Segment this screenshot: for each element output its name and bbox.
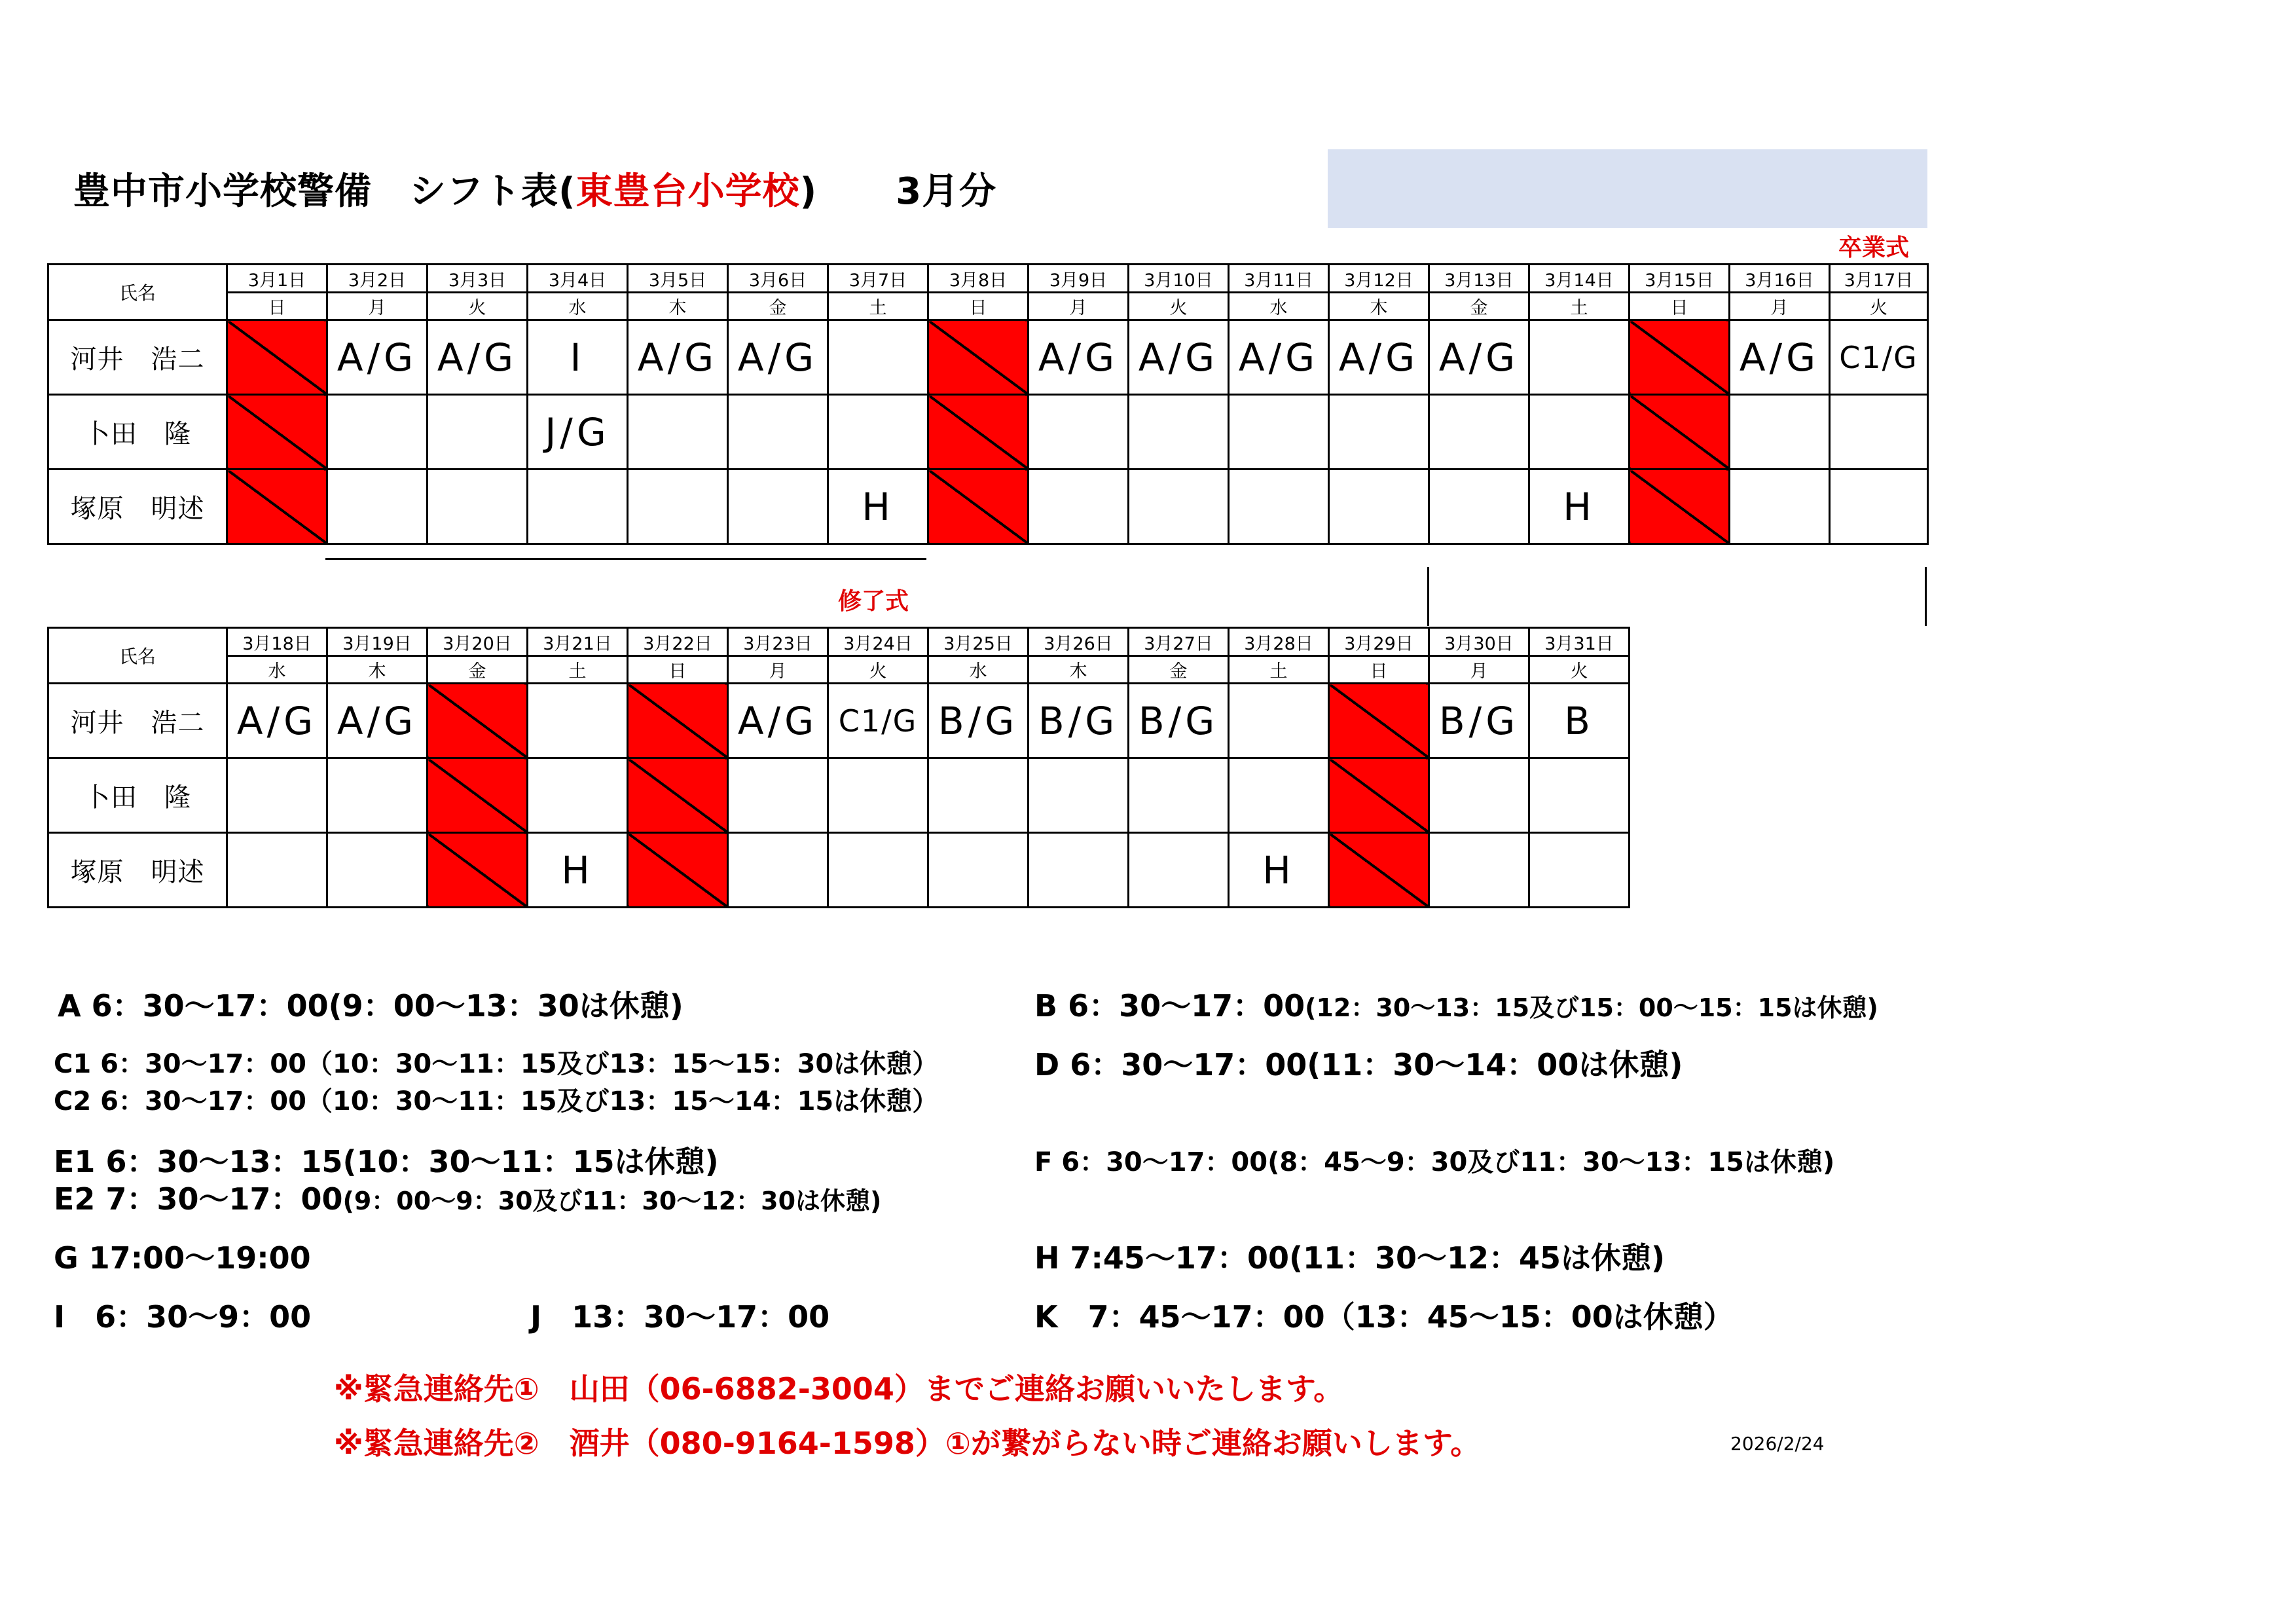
shift-cell bbox=[1129, 758, 1229, 833]
shift-cell bbox=[1229, 684, 1329, 758]
date-header: 3月19日 bbox=[327, 628, 428, 656]
staff-row bbox=[48, 395, 1928, 470]
shift-cell bbox=[1429, 395, 1529, 470]
date-header: 3月28日 bbox=[1229, 628, 1329, 656]
legend-b bbox=[1034, 982, 1878, 1025]
shift-cell bbox=[327, 395, 428, 470]
shift-cell bbox=[928, 833, 1029, 908]
title-close: ) bbox=[799, 170, 818, 213]
legend-h: H 7:45～17：00(11：30～12：45は休憩) bbox=[1034, 1240, 1666, 1276]
date-header: 3月14日 bbox=[1529, 265, 1630, 293]
shift-cell: C1/G bbox=[828, 684, 928, 758]
date-header: 3月2日 bbox=[327, 265, 428, 293]
date-header: 3月30日 bbox=[1429, 628, 1529, 656]
shift-cell: A/G bbox=[1029, 320, 1129, 395]
staff-name: 卜田 隆 bbox=[48, 395, 227, 470]
day-off-cell bbox=[227, 470, 327, 544]
date-header: 3月23日 bbox=[728, 628, 828, 656]
name-header: 氏名 bbox=[48, 628, 227, 684]
staff-name: 卜田 隆 bbox=[48, 758, 227, 833]
legend-d: D 6：30～17：00(11：30～14：00は休憩) bbox=[1034, 1047, 1683, 1082]
weekday-header: 水 bbox=[227, 656, 327, 684]
shift-cell bbox=[327, 470, 428, 544]
shift-cell: J/G bbox=[528, 395, 628, 470]
shift-cell bbox=[1229, 758, 1329, 833]
shift-cell bbox=[1029, 395, 1129, 470]
date-header: 3月11日 bbox=[1229, 265, 1329, 293]
weekday-header: 日 bbox=[1630, 293, 1730, 320]
legend-j: J 13：30～17：00 bbox=[530, 1299, 830, 1335]
day-off-cell bbox=[1630, 320, 1730, 395]
shift-cell: A/G bbox=[1730, 320, 1830, 395]
shift-cell bbox=[628, 470, 728, 544]
divider-line bbox=[325, 558, 926, 560]
staff-row bbox=[48, 470, 1928, 544]
weekday-header: 水 bbox=[528, 293, 628, 320]
shift-cell bbox=[1229, 470, 1329, 544]
date-header: 3月25日 bbox=[928, 628, 1029, 656]
shift-cell: A/G bbox=[1329, 320, 1429, 395]
staff-row bbox=[48, 320, 1928, 395]
weekday-header: 土 bbox=[1229, 656, 1329, 684]
date-header: 3月17日 bbox=[1830, 265, 1928, 293]
date-header: 3月16日 bbox=[1730, 265, 1830, 293]
shift-cell bbox=[828, 758, 928, 833]
legend-b-main: B 6：30～17：00 bbox=[1034, 988, 1305, 1024]
shift-cell: H bbox=[528, 833, 628, 908]
day-off-cell bbox=[428, 758, 528, 833]
shift-cell bbox=[1730, 470, 1830, 544]
staff-row bbox=[48, 684, 1630, 758]
shift-cell bbox=[628, 395, 728, 470]
weekday-header: 水 bbox=[928, 656, 1029, 684]
date-header: 3月7日 bbox=[828, 265, 928, 293]
shift-cell bbox=[1129, 470, 1229, 544]
date-header: 3月29日 bbox=[1329, 628, 1429, 656]
shift-cell bbox=[1429, 758, 1529, 833]
weekday-header: 木 bbox=[1029, 656, 1129, 684]
weekday-header: 月 bbox=[1029, 293, 1129, 320]
shift-cell: H bbox=[1529, 470, 1630, 544]
shift-cell bbox=[1329, 395, 1429, 470]
issued-date: 2026/2/24 bbox=[1730, 1433, 1825, 1454]
day-off-cell bbox=[628, 758, 728, 833]
legend-f: F 6：30～17：00(8：45～9：30及び11：30～13：15は休憩) bbox=[1034, 1147, 1835, 1177]
legend-e1: E1 6：30～13：15(10：30～11：15は休憩) bbox=[54, 1144, 719, 1179]
date-header: 3月10日 bbox=[1129, 265, 1229, 293]
day-off-cell bbox=[428, 833, 528, 908]
shift-cell bbox=[728, 395, 828, 470]
shift-cell bbox=[1129, 395, 1229, 470]
shift-cell: B/G bbox=[1429, 684, 1529, 758]
date-header: 3月9日 bbox=[1029, 265, 1129, 293]
shift-cell bbox=[1329, 470, 1429, 544]
shift-cell bbox=[828, 833, 928, 908]
page-title bbox=[73, 162, 996, 215]
closing-ceremony-label: 修了式 bbox=[838, 588, 909, 615]
shift-cell: C1/G bbox=[1830, 320, 1928, 395]
weekday-header: 日 bbox=[1329, 656, 1429, 684]
shift-cell: A/G bbox=[227, 684, 327, 758]
staff-name: 塚原 明述 bbox=[48, 470, 227, 544]
shift-cell bbox=[1830, 395, 1928, 470]
date-header: 3月4日 bbox=[528, 265, 628, 293]
shift-cell: A/G bbox=[1229, 320, 1329, 395]
date-header: 3月20日 bbox=[428, 628, 528, 656]
blue-header-box bbox=[1328, 149, 1927, 228]
shift-cell: A/G bbox=[1129, 320, 1229, 395]
date-header: 3月22日 bbox=[628, 628, 728, 656]
weekday-header: 金 bbox=[428, 656, 528, 684]
shift-cell bbox=[1029, 470, 1129, 544]
shift-cell bbox=[1730, 395, 1830, 470]
weekday-header: 土 bbox=[828, 293, 928, 320]
day-off-cell bbox=[227, 320, 327, 395]
shift-cell bbox=[828, 320, 928, 395]
school-name: 東豊台小学校 bbox=[575, 170, 800, 213]
legend-c2: C2 6：30～17：00（10：30～11：15及び13：15～14：15は休憩） bbox=[54, 1086, 939, 1116]
shift-cell: B/G bbox=[928, 684, 1029, 758]
shift-cell bbox=[1529, 833, 1630, 908]
shift-cell bbox=[428, 470, 528, 544]
shift-cell bbox=[528, 470, 628, 544]
shift-cell bbox=[728, 758, 828, 833]
day-off-cell bbox=[1329, 758, 1429, 833]
date-header: 3月24日 bbox=[828, 628, 928, 656]
title-main: 豊中市小学校警備 シフト表( bbox=[73, 170, 576, 213]
weekday-header: 日 bbox=[928, 293, 1029, 320]
weekday-header: 木 bbox=[1329, 293, 1429, 320]
legend-k: K 7：45～17：00（13：45～15：00は休憩） bbox=[1034, 1299, 1734, 1335]
shift-cell bbox=[227, 833, 327, 908]
graduation-label: 卒業式 bbox=[1838, 234, 1910, 261]
shift-cell bbox=[428, 395, 528, 470]
legend-e2-note: (9：00～9：30及び11：30～12：30は休憩) bbox=[342, 1187, 882, 1215]
weekday-header: 金 bbox=[1429, 293, 1529, 320]
shift-cell: A/G bbox=[1429, 320, 1529, 395]
weekday-header: 月 bbox=[1730, 293, 1830, 320]
date-header: 3月12日 bbox=[1329, 265, 1429, 293]
date-header: 3月6日 bbox=[728, 265, 828, 293]
weekday-header: 日 bbox=[227, 293, 327, 320]
shift-cell bbox=[528, 684, 628, 758]
date-header: 3月5日 bbox=[628, 265, 728, 293]
day-off-cell bbox=[628, 684, 728, 758]
shift-cell: I bbox=[528, 320, 628, 395]
staff-row bbox=[48, 833, 1630, 908]
weekday-header: 金 bbox=[1129, 656, 1229, 684]
day-off-cell bbox=[1329, 833, 1429, 908]
shift-cell bbox=[1029, 833, 1129, 908]
legend-i: I 6：30～9：00 bbox=[54, 1299, 312, 1335]
legend-e2 bbox=[54, 1175, 881, 1219]
emergency-contact-2: ※緊急連絡先② 酒井（080-9164-1598）①が繋がらない時ご連絡お願いします。 bbox=[334, 1426, 1481, 1461]
weekday-header: 日 bbox=[628, 656, 728, 684]
weekday-header: 月 bbox=[327, 293, 428, 320]
day-off-cell bbox=[928, 470, 1029, 544]
day-off-cell bbox=[1630, 470, 1730, 544]
day-off-cell bbox=[928, 320, 1029, 395]
divider-line bbox=[1427, 567, 1429, 626]
shift-cell bbox=[1429, 470, 1529, 544]
weekday-header: 水 bbox=[1229, 293, 1329, 320]
staff-name: 河井 浩二 bbox=[48, 684, 227, 758]
shift-cell bbox=[1830, 470, 1928, 544]
date-header: 3月18日 bbox=[227, 628, 327, 656]
shift-cell bbox=[928, 758, 1029, 833]
weekday-header: 火 bbox=[1129, 293, 1229, 320]
shift-cell bbox=[1029, 758, 1129, 833]
staff-row bbox=[48, 758, 1630, 833]
weekday-header: 火 bbox=[428, 293, 528, 320]
shift-cell bbox=[728, 470, 828, 544]
legend-a: A 6：30～17：00(9：00～13：30は休憩) bbox=[58, 988, 683, 1024]
legend-b-note: (12：30～13：15及び15：00～15：15は休憩) bbox=[1305, 993, 1878, 1022]
weekday-header: 火 bbox=[1830, 293, 1928, 320]
legend-g: G 17:00～19:00 bbox=[54, 1240, 311, 1276]
shift-cell: H bbox=[1229, 833, 1329, 908]
date-header: 3月15日 bbox=[1630, 265, 1730, 293]
shift-cell: B bbox=[1529, 684, 1630, 758]
shift-cell bbox=[1429, 833, 1529, 908]
date-header: 3月1日 bbox=[227, 265, 327, 293]
legend-e2-main: E2 7：30～17：00 bbox=[54, 1181, 343, 1217]
weekday-header: 火 bbox=[828, 656, 928, 684]
shift-cell bbox=[1129, 833, 1229, 908]
divider-line bbox=[1925, 567, 1927, 626]
weekday-header: 土 bbox=[1529, 293, 1630, 320]
shift-cell: A/G bbox=[728, 320, 828, 395]
shift-cell bbox=[327, 758, 428, 833]
shift-cell: A/G bbox=[628, 320, 728, 395]
weekday-header: 月 bbox=[728, 656, 828, 684]
weekday-header: 火 bbox=[1529, 656, 1630, 684]
shift-cell: B/G bbox=[1129, 684, 1229, 758]
weekday-header: 金 bbox=[728, 293, 828, 320]
shift-cell bbox=[1529, 320, 1630, 395]
weekday-header: 木 bbox=[327, 656, 428, 684]
shift-cell bbox=[1529, 758, 1630, 833]
shift-cell bbox=[227, 758, 327, 833]
staff-name: 河井 浩二 bbox=[48, 320, 227, 395]
shift-cell: H bbox=[828, 470, 928, 544]
shift-cell: A/G bbox=[327, 684, 428, 758]
date-header: 3月13日 bbox=[1429, 265, 1529, 293]
shift-table-2 bbox=[47, 627, 1630, 908]
day-off-cell bbox=[1630, 395, 1730, 470]
day-off-cell bbox=[1329, 684, 1429, 758]
shift-cell: A/G bbox=[428, 320, 528, 395]
emergency-contact-1: ※緊急連絡先① 山田（06-6882-3004）までご連絡お願いいたします。 bbox=[334, 1371, 1344, 1407]
date-header: 3月3日 bbox=[428, 265, 528, 293]
shift-cell bbox=[327, 833, 428, 908]
staff-name: 塚原 明述 bbox=[48, 833, 227, 908]
date-header: 3月27日 bbox=[1129, 628, 1229, 656]
day-off-cell bbox=[928, 395, 1029, 470]
shift-cell bbox=[728, 833, 828, 908]
weekday-header: 土 bbox=[528, 656, 628, 684]
date-header: 3月26日 bbox=[1029, 628, 1129, 656]
day-off-cell bbox=[428, 684, 528, 758]
weekday-header: 木 bbox=[628, 293, 728, 320]
shift-cell: A/G bbox=[728, 684, 828, 758]
name-header: 氏名 bbox=[48, 265, 227, 320]
shift-cell bbox=[1229, 395, 1329, 470]
shift-cell bbox=[1529, 395, 1630, 470]
shift-table-1 bbox=[47, 263, 1929, 545]
day-off-cell bbox=[628, 833, 728, 908]
date-header: 3月21日 bbox=[528, 628, 628, 656]
shift-cell: B/G bbox=[1029, 684, 1129, 758]
date-header: 3月31日 bbox=[1529, 628, 1630, 656]
shift-cell bbox=[828, 395, 928, 470]
day-off-cell bbox=[227, 395, 327, 470]
weekday-header: 月 bbox=[1429, 656, 1529, 684]
shift-cell: A/G bbox=[327, 320, 428, 395]
legend-c1: C1 6：30～17：00（10：30～11：15及び13：15～15：30は休憩） bbox=[54, 1049, 939, 1079]
shift-cell bbox=[528, 758, 628, 833]
date-header: 3月8日 bbox=[928, 265, 1029, 293]
title-month: 3月分 bbox=[896, 170, 997, 213]
